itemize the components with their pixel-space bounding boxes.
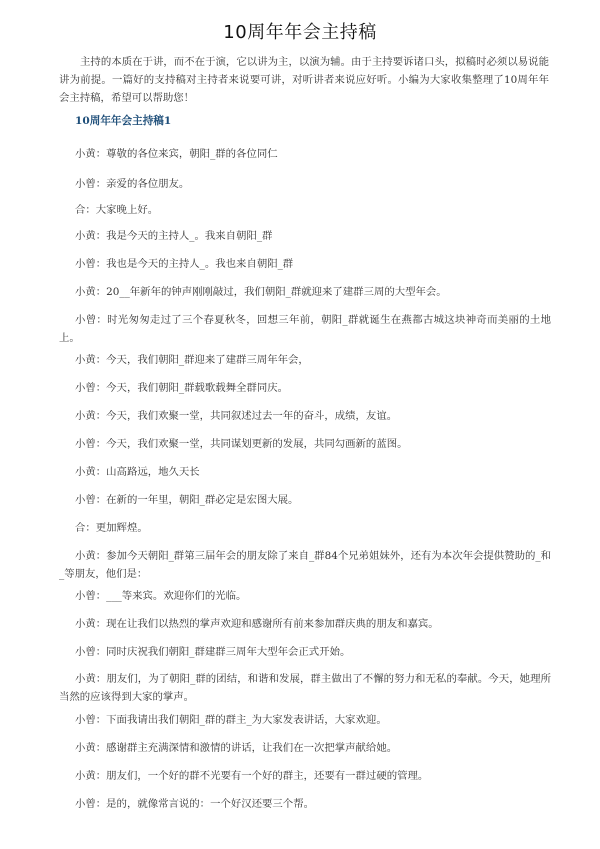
- section-heading: 10周年年会主持稿1: [75, 115, 172, 127]
- script-line: 小黄：现在让我们以热烈的掌声欢迎和感谢所有前来参加群庆典的朋友和嘉宾。: [75, 618, 439, 630]
- script-line: 小黄：20__年新年的钟声刚刚敲过，我们朝阳_群就迎来了建群三周的大型年会。: [75, 286, 447, 298]
- script-line: 小黄：参加今天朝阳_群第三届年会的朋友除了来自_群84个兄弟姐妹外，还有为本次年会提供赞助的_和_等朋友，他们是：: [59, 550, 551, 580]
- script-line: 小曾：在新的一年里，朝阳_群必定是宏图大展。: [75, 494, 299, 506]
- document-title: 10周年年会主持稿: [223, 22, 377, 43]
- script-line: 小黄：山高路远，地久天长: [75, 466, 200, 478]
- script-line: 小曾：我也是今天的主持人_。我也来自朝阳_群: [75, 258, 294, 270]
- script-line: 小曾：是的，就像常言说的：一个好汉还要三个帮。: [75, 798, 314, 810]
- script-line: 小曾：亲爱的各位朋友。: [75, 178, 190, 190]
- intro-paragraph: 主持的本质在于讲，而不在于演，它以讲为主，以演为辅。由于主持要诉诸口头，拟稿时必须以易说能讲为前提。一篇好的支持稿对主持者来说要可讲，对听讲者来说应好听。小编为大家收集整理了10周年年会主持稿，希望可以帮助您！: [59, 56, 549, 104]
- script-line: 小黄：我是今天的主持人_。我来自朝阳_群: [75, 230, 273, 242]
- script-line: 小黄：朋友们，为了朝阳_群的团结，和谐和发展，群主做出了不懈的努力和无私的奉献。今天，她理所当然的应该得到大家的掌声。: [59, 673, 551, 703]
- script-line: 小曾：同时庆祝我们朝阳_群建群三周年大型年会正式开始。: [75, 646, 351, 658]
- script-line: 小黄：尊敬的各位来宾，朝阳_群的各位同仁: [75, 148, 278, 160]
- script-line: 小曾：时光匆匆走过了三个春夏秋冬，回想三年前，朝阳_群就诞生在燕都古城这块神奇而美丽的土地上。: [59, 314, 551, 344]
- script-line: 小曾：___等来宾。欢迎你们的光临。: [75, 590, 247, 602]
- script-line: 合：大家晚上好。: [75, 204, 159, 216]
- script-line: 小曾：下面我请出我们朝阳_群的群主_为大家发表讲话，大家欢迎。: [75, 714, 387, 726]
- script-line: 合：更加辉煌。: [75, 522, 148, 534]
- script-line: 小黄：今天，我们欢聚一堂，共同叙述过去一年的奋斗，成绩，友谊。: [75, 410, 398, 422]
- script-line: 小黄：今天，我们朝阳_群迎来了建群三周年年会，: [75, 354, 309, 366]
- script-line: 小黄：朋友们，一个好的群不光要有一个好的群主，还要有一群过硬的管理。: [75, 770, 429, 782]
- script-line: 小曾：今天，我们朝阳_群载歌载舞全群同庆。: [75, 382, 289, 394]
- script-line: 小黄：感谢群主充满深情和激情的讲话，让我们在一次把掌声献给她。: [75, 742, 398, 754]
- script-line: 小曾：今天，我们欢聚一堂，共同谋划更新的发展，共同勾画新的蓝图。: [75, 438, 408, 450]
